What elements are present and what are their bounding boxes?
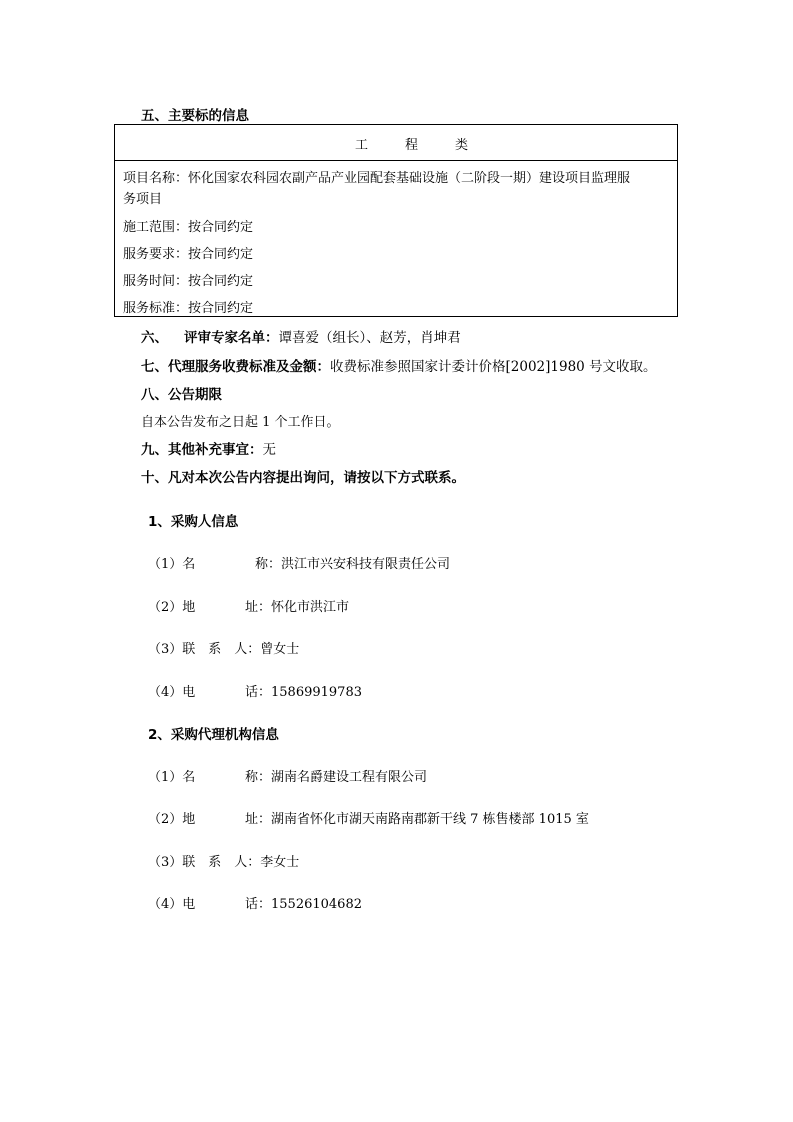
purchaser-phone: 15869919783: [271, 685, 362, 700]
category-char-1: 工: [355, 138, 369, 153]
section-9-value: 无: [262, 442, 276, 458]
section-6: [141, 326, 461, 346]
category-char-3: 类: [455, 138, 469, 153]
agency-address: 湖南省怀化市湖天南路南郡新干线 7 栋售楼部 1015 室: [271, 812, 589, 827]
purchaser-phone-prefix: （4）电: [148, 685, 196, 700]
agency-name: 湖南名爵建设工程有限公司: [271, 770, 428, 785]
agency-phone-row: [245, 893, 362, 912]
purchaser-name-row: [148, 553, 195, 572]
project-name-line-1: 项目名称：怀化国家农科园农副产品产业园配套基础设施（二阶段一期）建设项目监理服: [123, 171, 631, 186]
section-7-label: 七、代理服务收费标准及金额：: [141, 359, 330, 375]
section-5-title: 五、主要标的信息: [141, 108, 249, 124]
agency-contact: 李女士: [260, 855, 300, 870]
agency-title: 2、采购代理机构信息: [148, 727, 279, 743]
purchaser-phone-label: 话：: [245, 685, 272, 700]
main-subject-table: [114, 124, 678, 317]
purchaser-address-prefix: （2）地: [148, 600, 196, 615]
purchaser-address-label: 址：: [245, 600, 272, 615]
purchaser-name-value-row: [255, 553, 450, 572]
scope-row: 施工范围：按合同约定: [123, 220, 254, 235]
purchaser-phone-row: [245, 681, 362, 700]
time-row: 服务时间：按合同约定: [123, 274, 254, 289]
section-7: [141, 355, 657, 375]
purchaser-name-label: 称：: [255, 557, 282, 572]
purchaser-address-row: [245, 596, 349, 615]
agency-address-prefix: （2）地: [148, 812, 196, 827]
agency-name-prefix: （1）名: [148, 770, 196, 785]
section-8-value: 自本公告发布之日起 1 个工作日。: [141, 415, 340, 430]
purchaser-title: 1、采购人信息: [148, 514, 239, 530]
agency-phone: 15526104682: [271, 897, 362, 912]
section-10-title: 十、凡对本次公告内容提出询问，请按以下方式联系。: [141, 470, 465, 486]
table-header-row: [115, 125, 677, 161]
purchaser-contact-prefix: （3）联 系 人：: [148, 642, 261, 657]
standard-row: 服务标准：按合同约定: [123, 301, 254, 316]
project-name-line-2: 务项目: [123, 192, 163, 207]
section-6-label: 评审专家名单：: [184, 330, 279, 346]
section-6-value: 谭喜爱（组长）、赵芳，肖坤君: [278, 330, 461, 346]
agency-contact-prefix: （3）联 系 人：: [148, 855, 261, 870]
section-7-value: 收费标准参照国家计委计价格[2002]1980 号文收取。: [330, 359, 657, 375]
purchaser-contact-row: [148, 638, 299, 657]
purchaser-name: 洪江市兴安科技有限责任公司: [281, 557, 451, 572]
section-8-title: 八、公告期限: [141, 387, 222, 403]
purchaser-address: 怀化市洪江市: [271, 600, 350, 615]
agency-address-row: [245, 808, 589, 827]
category-char-2: 程: [405, 138, 419, 153]
agency-phone-prefix: （4）电: [148, 897, 196, 912]
agency-contact-row: [148, 851, 299, 870]
agency-name-label: 称：: [245, 770, 272, 785]
purchaser-contact: 曾女士: [260, 642, 300, 657]
agency-name-row: [245, 766, 427, 785]
purchaser-name-prefix: （1）名: [148, 557, 196, 572]
section-6-number: 六、: [141, 330, 168, 346]
requirements-row: 服务要求：按合同约定: [123, 247, 254, 262]
section-9-label: 九、其他补充事宜：: [141, 442, 263, 458]
agency-address-label: 址：: [245, 812, 272, 827]
section-9: [141, 438, 276, 458]
agency-phone-label: 话：: [245, 897, 272, 912]
